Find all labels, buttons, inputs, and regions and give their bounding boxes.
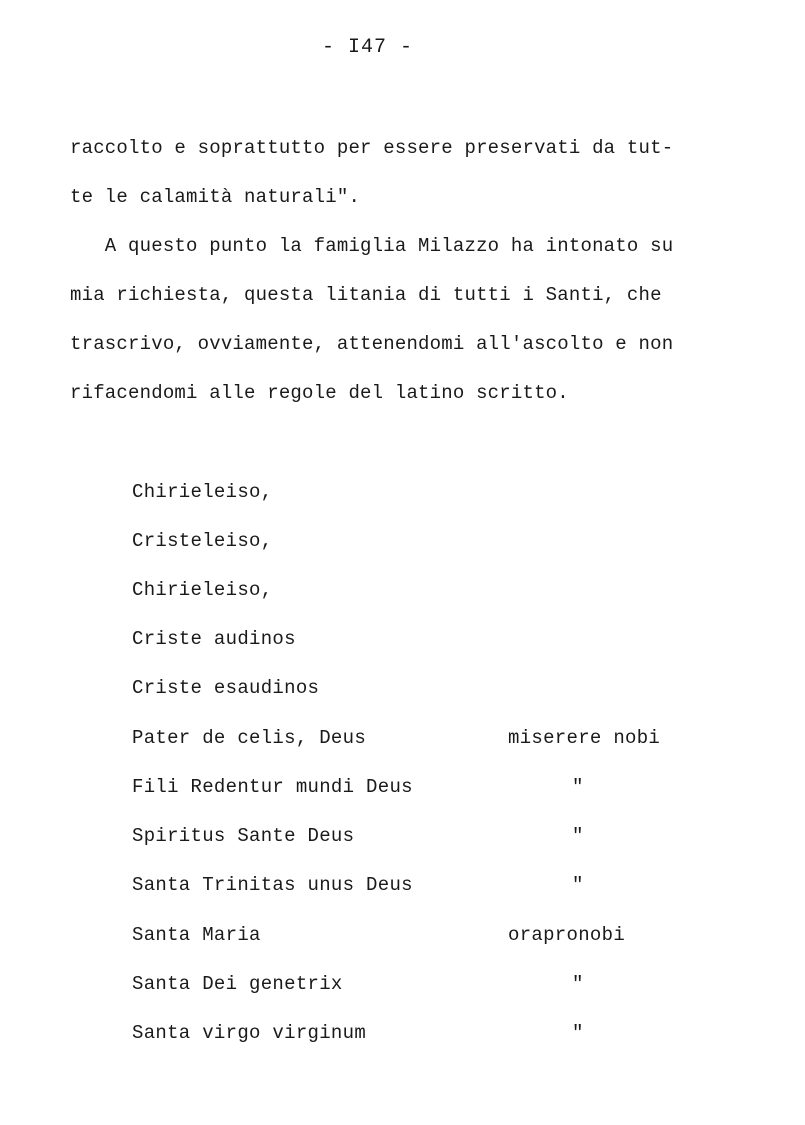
litany-invocation: Spiritus Sante Deus: [132, 825, 355, 847]
ditto-mark: ": [572, 825, 584, 847]
paragraph-line: raccolto e soprattutto per essere preservati da tut-: [70, 137, 674, 159]
page-number: - I47 -: [321, 36, 413, 59]
litany-invocation: Santa Trinitas unus Deus: [132, 874, 413, 896]
paragraph-line: trascrivo, ovviamente, attenendomi all'ascolto e non: [70, 333, 674, 355]
litany-invocation: Cristeleiso,: [132, 530, 273, 552]
litany-invocation: Fili Redentur mundi Deus: [132, 776, 413, 798]
ditto-mark: ": [572, 973, 584, 995]
litany-invocation: Criste esaudinos: [132, 677, 320, 699]
ditto-mark: ": [572, 874, 584, 896]
paragraph-line: mia richiesta, questa litania di tutti i Santi, che: [70, 284, 662, 306]
litany-invocation: Chirieleiso,: [132, 481, 273, 503]
litany-response: miserere nobi: [508, 727, 661, 749]
ditto-mark: ": [572, 776, 584, 798]
litany-invocation: Criste audinos: [132, 628, 296, 650]
paragraph-line: rifacendomi alle regole del latino scritto.: [70, 382, 569, 404]
litany-invocation: Santa Maria: [132, 924, 261, 946]
litany-response: orapronobi: [508, 924, 626, 946]
litany-invocation: Santa Dei genetrix: [132, 973, 343, 995]
paragraph-line: A questo punto la famiglia Milazzo ha intonato su: [70, 235, 674, 257]
ditto-mark: ": [572, 1022, 584, 1044]
litany-invocation: Pater de celis, Deus: [132, 727, 367, 749]
litany-invocation: Chirieleiso,: [132, 579, 273, 601]
paragraph-line: te le calamità naturali".: [70, 186, 361, 208]
litany-invocation: Santa virgo virginum: [132, 1022, 367, 1044]
